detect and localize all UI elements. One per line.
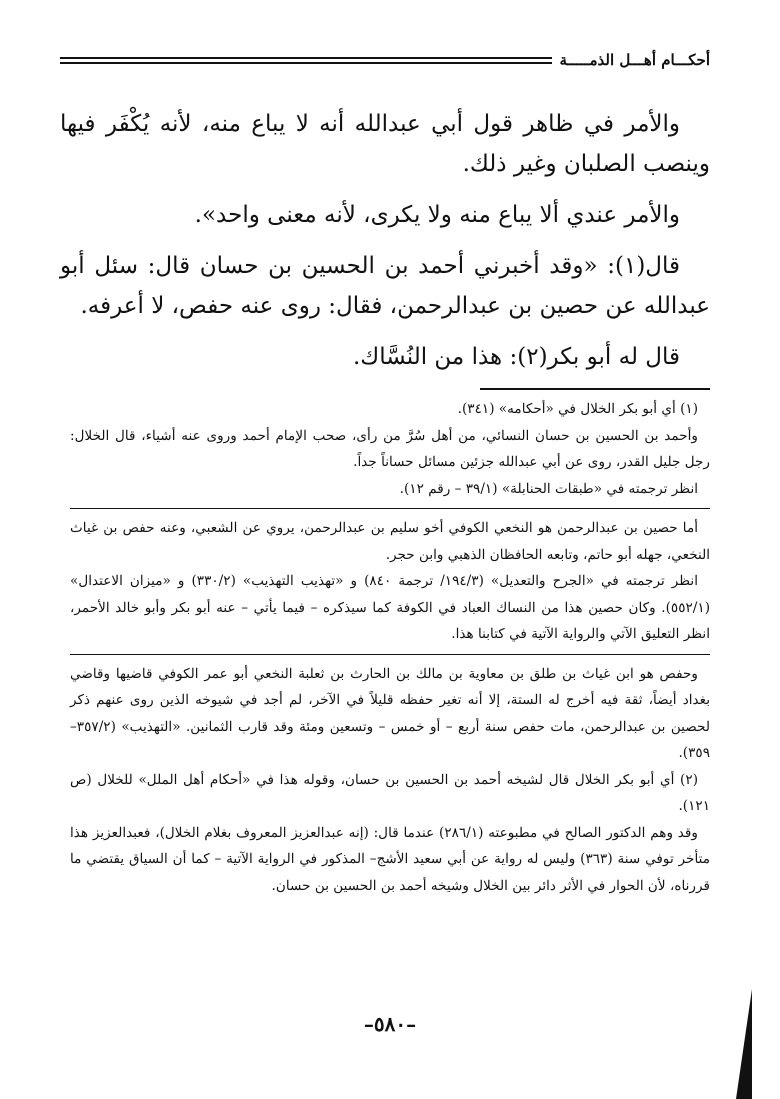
footnote-divider bbox=[70, 654, 710, 655]
running-header bbox=[60, 48, 710, 72]
main-text bbox=[60, 104, 710, 377]
footnote-1-paragraph-4: انظر ترجمته في «الجرح والتعديل» (١٩٤/٣/ ترجمة ٨٤٠) و «تهذيب التهذيب» (٣٣٠/٢) و «ميزان الاعتدال» (٥٥٢/١). وكان حصين هذا من النساك العباد في الكوفة كما سيذكره – فيما يأتي – عنه أبو بكر وأبو خالد الأحمر، انظر التعليق الآتي والرواية الآتية في كتابنا هذا. bbox=[70, 573, 710, 642]
footnote-2-paragraph-2: وقد وهم الدكتور الصالح في مطبوعته (٢٨٦/١) عندما قال: (إنه عبدالعزيز المعروف بغلام الخلال)، فعبدالعزيز هذا متأخر توفي سنة (٣٦٣) وليس له رواية عن أبي سعيد الأشج– المذكور في الرواية الآتية – كما أن السياق يقتضي ما قررناه، لأن الحوار في الأثر دائر بين الخلال وشيخه أحمد بن الحسين بن حسان. bbox=[70, 824, 710, 894]
main-paragraph-2: والأمر عندي ألا يباع منه ولا يكرى، لأنه معنى واحد». bbox=[194, 202, 680, 228]
footnote-1-paragraph-3: أما حصين بن عبدالرحمن هو النخعي الكوفي أخو سليم بن عبدالرحمن، يروي عن الشعبي، وعنه حفص بن غياث النخعي، جهله أبو حاتم، وتابعه الحافظان الذهبي وابن حجر. bbox=[70, 520, 710, 563]
footnote-1-paragraph-1: وأحمد بن الحسين بن حسان النسائي، من أهل سُرَّ من رأى، صحب الإمام أحمد وروى عنه أشياء، قال الخلال: رجل جليل القدر، روى عن أبي عبدالله جزئين مسائل حساناً جداً. bbox=[70, 427, 710, 470]
footnote-1-heading: (١) أي أبو بكر الخلال في «أحكامه» (٣٤١). bbox=[457, 401, 698, 417]
page-number: –٥٨٠– bbox=[363, 1012, 417, 1036]
header-rules bbox=[60, 54, 552, 67]
footnote-divider bbox=[70, 508, 710, 509]
footnote-separator bbox=[480, 388, 710, 390]
page-corner-mark bbox=[736, 989, 752, 1099]
footnote-1-paragraph-2: انظر ترجمته في «طبقات الحنابلة» (٣٩/١ – رقم ١٢). bbox=[399, 480, 698, 497]
footnote-2-paragraph-1: (٢) أي أبو بكر الخلال قال لشيخه أحمد بن الحسين بن حسان، وقوله هذا في «أحكام أهل الملل» للخلال (ص ١٢١). bbox=[70, 771, 710, 814]
main-paragraph-1: والأمر في ظاهر قول أبي عبدالله أنه لا يباع منه، لأنه يُكْفَر فيها وينصب الصلبان وغير ذلك. bbox=[60, 111, 710, 177]
footnotes bbox=[70, 396, 710, 899]
header-title: أحكـــام أهـــل الذمـــــة bbox=[559, 51, 710, 69]
page bbox=[60, 48, 710, 899]
main-paragraph-3: قال(١): «وقد أخبرني أحمد بن الحسين بن حسان قال: سئل أبو عبدالله عن حصين بن عبدالرحمن، فقال: روى عنه حفص، لا أعرفه. bbox=[60, 253, 710, 319]
footnote-1-paragraph-5: وحفص هو ابن غياث بن طلق بن معاوية بن مالك بن الحارث بن ثعلبة النخعي أبو عمر الكوفي قاضيها وقاضي بغداد أيضاً، ثقة فيه أخرج له الستة، إلا أنه تغير حفظه قليلاً في الآخر، لم أجد في شيوخه الذين روى عنهم ذكر لحصين بن عبدالرحمن، مات حفص سنة أربع – أو خمس – وتسعين ومئة وقد قارب الثمانين. «التهذيب» (٣٥٧/٢–٣٥٩). bbox=[70, 665, 710, 761]
main-paragraph-4: قال له أبو بكر(٢): هذا من النُسَّاك. bbox=[352, 344, 680, 370]
